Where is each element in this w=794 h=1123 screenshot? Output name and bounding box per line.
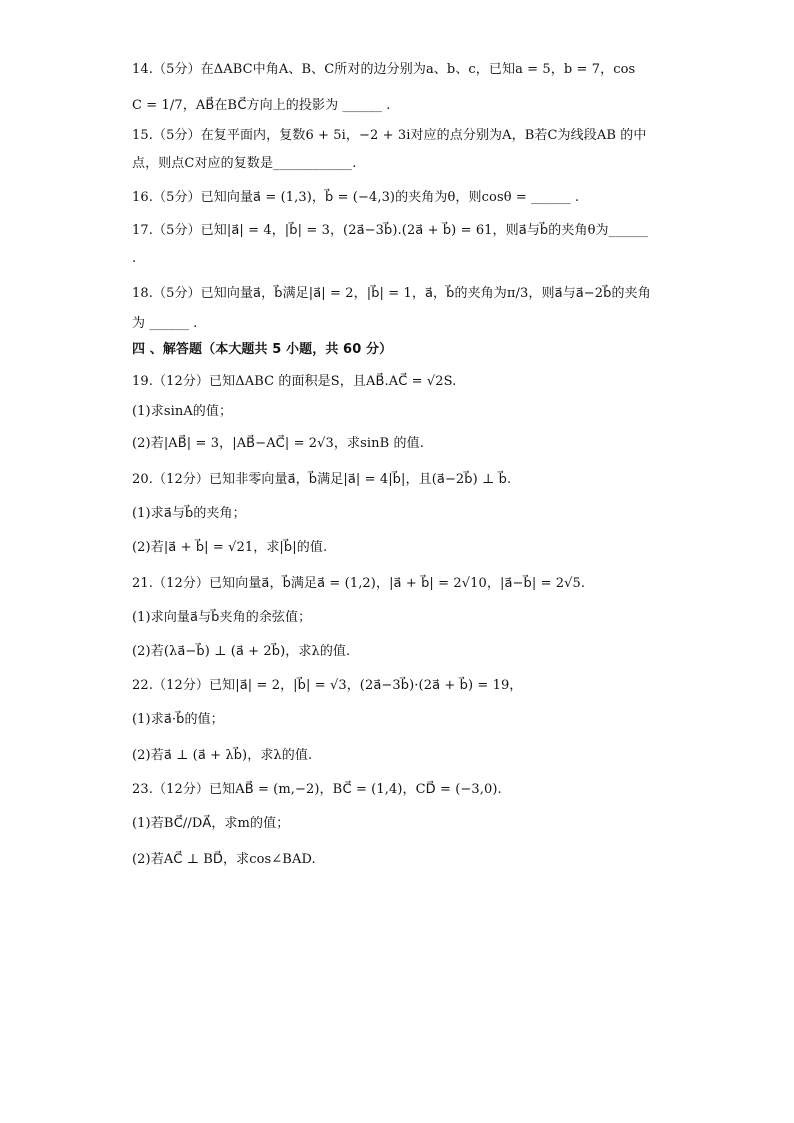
question-15-line-2: 点，则点C对应的复数是____________.: [132, 156, 357, 171]
problem-21-part-1: (1)求向量a⃗与b⃗夹角的余弦值；: [132, 610, 312, 625]
problem-19-part-2: (2)若|AB⃗| = 3，|AB⃗−AC⃗| = 2√3，求sinB 的值.: [132, 436, 424, 451]
problem-20-line-1: 20.（12分）已知非零向量a⃗，b⃗满足|a⃗| = 4|b⃗|，且(a⃗−2b⃗) ⊥ b⃗.: [132, 472, 512, 487]
problem-23-part-2: (2)若AC⃗ ⊥ BD⃗，求cos∠BAD.: [132, 852, 316, 867]
question-14-line-2: C = 1/7，AB⃗在BC⃗方向上的投影为 ______ .: [132, 98, 391, 113]
problem-23-part-1: (1)若BC⃗//DA⃗，求m的值；: [132, 816, 290, 831]
problem-21-line-1: 21.（12分）已知向量a⃗，b⃗满足a⃗ = (1,2)，|a⃗ + b⃗| = 2√10，|a⃗−b⃗| = 2√5.: [132, 576, 586, 591]
question-15-line-1: 15.（5分）在复平面内，复数6 + 5i，−2 + 3i对应的点分别为A，B若C为线段AB 的中: [132, 128, 647, 143]
question-14-line-1: 14.（5分）在ΔABC中角A、B、C所对的边分别为a、b、c，已知a = 5，b = 7，cos: [132, 62, 636, 77]
problem-22-part-1: (1)求a⃗·b⃗的值；: [132, 712, 224, 727]
problem-21-part-2: (2)若(λa⃗−b⃗) ⊥ (a⃗ + 2b⃗)，求λ的值.: [132, 644, 351, 659]
section-title: 四 、解答题（本大题共 5 小题，共 60 分）: [132, 342, 393, 357]
problem-23-line-1: 23.（12分）已知AB⃗ = (m,−2)，BC⃗ = (1,4)，CD⃗ = (−3,0).: [132, 782, 502, 797]
problem-19-line-1: 19.（12分）已知ΔABC 的面积是S，且AB⃗.AC⃗ = √2S.: [132, 374, 457, 389]
problem-20-part-2: (2)若|a⃗ + b⃗| = √21，求|b⃗|的值.: [132, 540, 328, 555]
problem-19-part-1: (1)求sinA的值；: [132, 404, 233, 419]
problem-22-part-2: (2)若a⃗ ⊥ (a⃗ + λb⃗)，求λ的值.: [132, 748, 313, 763]
problem-20-part-1: (1)求a⃗与b⃗的夹角；: [132, 506, 246, 521]
question-18-line-1: 18.（5分）已知向量a⃗，b⃗满足|a⃗| = 2，|b⃗| = 1，a⃗，b⃗的夹角为π/3，则a⃗与a⃗−2b⃗的夹角: [132, 286, 651, 301]
problem-22-line-1: 22.（12分）已知|a⃗| = 2，|b⃗| = √3，(2a⃗−3b⃗)·(2a⃗ + b⃗) = 19，: [132, 678, 523, 693]
question-16-line-1: 16.（5分）已知向量a⃗ = (1,3)，b⃗ = (−4,3)的夹角为θ，则cosθ = ______ .: [132, 190, 580, 205]
question-17-line-1: 17.（5分）已知|a⃗| = 4，|b⃗| = 3，(2a⃗−3b⃗).(2a⃗ + b⃗) = 61，则a⃗与b⃗的夹角θ为______: [132, 223, 649, 238]
question-17-line-2: .: [132, 251, 137, 266]
question-18-line-2: 为 ______ .: [132, 316, 198, 331]
